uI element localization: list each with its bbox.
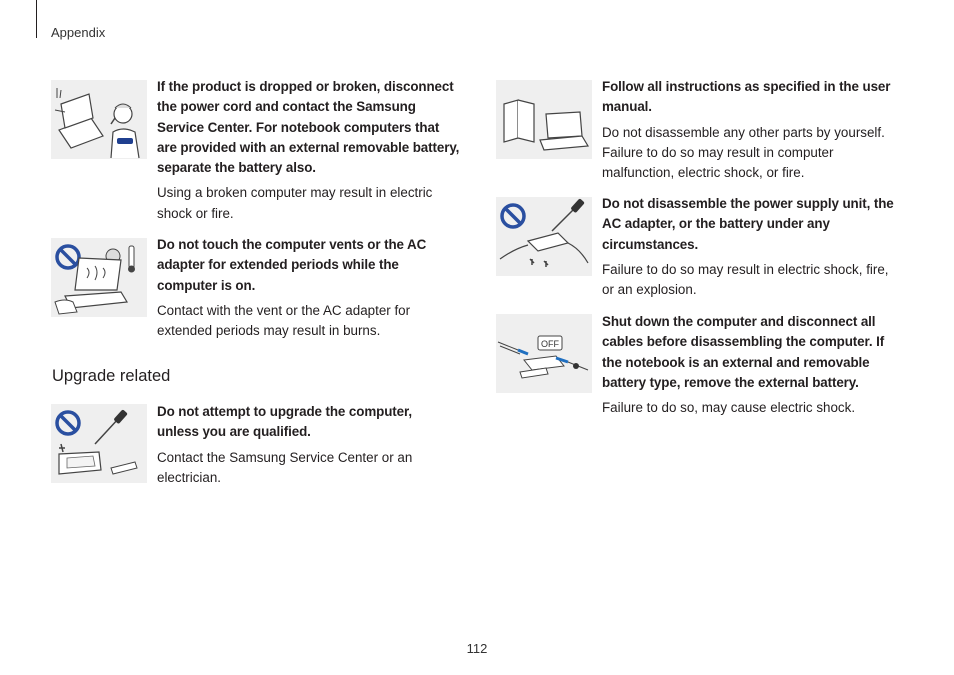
item-vents-body: Contact with the vent or the AC adapter for extended periods may result in burns. xyxy=(157,302,411,339)
item-shutdown-heading: Shut down the computer and disconnect all cables before disassembling the computer. If the notebook is an external and removable battery type, remove the external battery. xyxy=(602,314,885,390)
manual-laptop-icon xyxy=(496,80,592,159)
section-header: Appendix xyxy=(51,25,106,40)
laptop-vent-heat-icon xyxy=(51,238,147,317)
item-dropped-body: Using a broken computer may result in electric shock or fire. xyxy=(157,185,433,221)
item-shutdown-body: Failure to do so, may cause electric shock. xyxy=(602,400,856,416)
upgrade-section-title: Upgrade related xyxy=(52,367,171,385)
laptop-screwdriver-icon xyxy=(51,404,147,483)
item-upgrade-body: Contact the Samsung Service Center or an electrician. xyxy=(157,449,413,485)
item-power-supply xyxy=(602,194,902,300)
off-label: OFF xyxy=(541,339,559,349)
item-manual-heading: Follow all instructions as specified in the user manual. xyxy=(602,79,891,115)
item-manual-body: Do not disassemble any other parts by yourself. Failure to do so may result in computer malfunction, electric shock, or fire. xyxy=(602,124,885,181)
item-upgrade-heading: Do not attempt to upgrade the computer, unless you are qualified. xyxy=(157,404,412,440)
item-manual xyxy=(602,77,902,183)
adapter-screwdriver-icon xyxy=(496,197,592,276)
item-dropped-heading: If the product is dropped or broken, disconnect the power cord and contact the Samsung Service Center. For notebook computers that are provided with an external removable battery, separate the battery also. xyxy=(157,79,460,176)
item-power-supply-heading: Do not disassemble the power supply unit, the AC adapter, or the battery under any circumstances. xyxy=(602,196,894,252)
header-rule xyxy=(36,0,37,38)
item-vents-heading: Do not touch the computer vents or the AC adapter for extended periods while the computer is on. xyxy=(157,237,427,293)
item-shutdown xyxy=(602,312,902,418)
off-unplug-icon xyxy=(496,314,592,393)
item-power-supply-body: Failure to do so may result in electric shock, fire, or an explosion. xyxy=(602,261,889,298)
item-dropped xyxy=(157,77,462,224)
item-upgrade xyxy=(157,402,457,488)
page-number: 112 xyxy=(466,641,488,656)
dropped-laptop-phone-icon xyxy=(51,80,147,159)
item-vents xyxy=(157,235,457,341)
